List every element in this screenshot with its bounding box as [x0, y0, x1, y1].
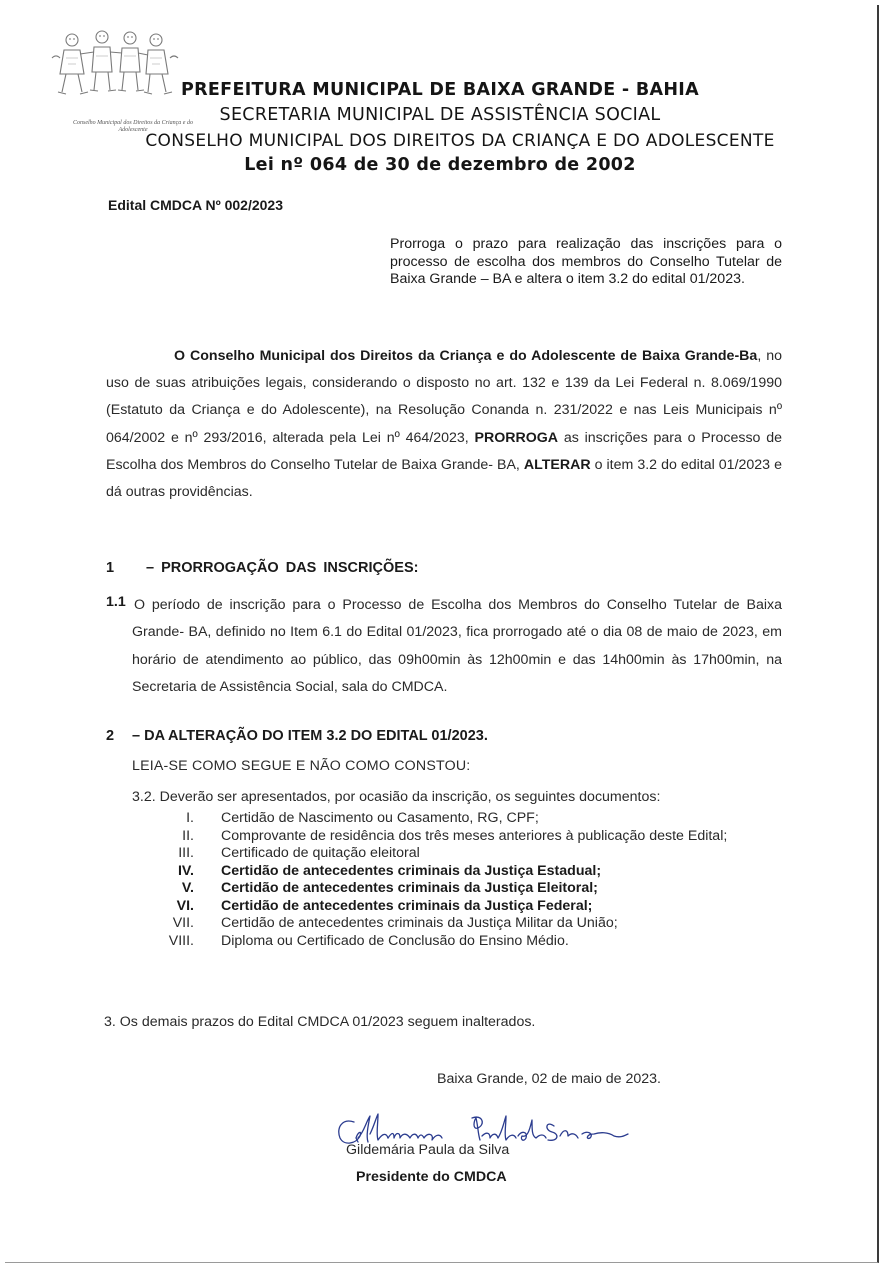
roman-numeral: III. — [178, 845, 194, 861]
edital-number: Edital CMDCA Nº 002/2023 — [108, 197, 283, 213]
logo-caption: Conselho Municipal dos Direitos da Criança e do Adolescente — [73, 120, 193, 133]
roman-numeral: VI. — [176, 897, 194, 914]
required-documents-list — [150, 810, 790, 950]
header-line-secretaria: SECRETARIA MUNICIPAL DE ASSISTÊNCIA SOCIAL — [219, 105, 661, 125]
roman-numeral: II. — [182, 827, 194, 844]
section-2-heading — [106, 728, 488, 744]
preamble-paragraph — [106, 343, 782, 506]
document-text: Certificado de quitação eleitoral — [221, 845, 420, 861]
preamble-bold-prorroga: PRORROGA — [474, 429, 559, 446]
section-1-title: – PRORROGAÇÃO DAS INSCRIÇÕES: — [146, 560, 419, 576]
item-3-2-intro: 3.2. Deverão ser apresentados, por ocasião da inscrição, os seguintes documentos: — [132, 789, 661, 805]
list-item — [150, 845, 790, 863]
list-item — [150, 863, 790, 881]
list-item — [150, 933, 790, 951]
ementa: Prorroga o prazo para realização das inscrições para o processo de escolha dos membros do Conselho Tutelar de Baixa Grande – BA e altera o item 3.2 do edital 01/2023. — [390, 236, 782, 287]
signatory-role: Presidente do CMDCA — [356, 1169, 507, 1185]
list-item — [150, 915, 790, 933]
section-1-heading — [106, 560, 418, 576]
header-line-lei: Lei nº 064 de 30 de dezembro de 2002 — [244, 155, 636, 175]
header-line-prefeitura: PREFEITURA MUNICIPAL DE BAIXA GRANDE - BAHIA — [181, 80, 699, 100]
list-item — [150, 898, 790, 916]
document-text: Certidão de antecedentes criminais da Justiça Eleitoral; — [221, 880, 598, 896]
item-1-1-number: 1.1 — [106, 594, 126, 610]
roman-numeral: VII. — [172, 915, 194, 931]
list-item — [150, 810, 790, 828]
list-item — [150, 880, 790, 898]
document-text: Comprovante de residência dos três meses anteriores à publicação deste Edital; — [221, 827, 728, 844]
list-item — [150, 828, 790, 846]
roman-numeral: VIII. — [168, 932, 194, 949]
item-1-1-text: O período de inscrição para o Processo de Escolha dos Membros do Conselho Tutelar de Baixa Grande- BA, definido no Item 6.1 do Edital 01/2023, fica prorrogado até o dia 08 de maio de 2023, em horário de atendimento ao público, das 09h00min às 12h00min e das 14h00min às 17h00min, na Secretaria de Assistência Social, sala do CMDCA. — [132, 597, 782, 695]
roman-numeral: V. — [181, 880, 194, 896]
roman-numeral: I. — [186, 810, 194, 826]
preamble-text-2: as inscrições para o Processo de Escolha dos Membros do Conselho Tutelar de Baixa Grande- BA, — [106, 429, 782, 473]
signatory-name: Gildemária Paula da Silva — [346, 1142, 510, 1158]
document-text: Certidão de antecedentes criminais da Justiça Estadual; — [221, 862, 602, 879]
document-text: Diploma ou Certificado de Conclusão do Ensino Médio. — [221, 932, 569, 949]
leia-se-line: LEIA-SE COMO SEGUE E NÃO COMO CONSTOU: — [132, 758, 471, 774]
section-2-number: 2 — [106, 728, 115, 744]
section-3-text: 3. Os demais prazos do Edital CMDCA 01/2023 seguem inalterados. — [104, 1014, 536, 1030]
roman-numeral: IV. — [177, 862, 194, 879]
preamble-bold-alterar: ALTERAR — [523, 456, 591, 473]
header-line-conselho: CONSELHO MUNICIPAL DOS DIREITOS DA CRIANÇA E DO ADOLESCENTE — [145, 131, 775, 151]
document-text: Certidão de Nascimento ou Casamento, RG, CPF; — [221, 810, 539, 826]
preamble-text-3: o item 3.2 do edital 01/2023 e dá outras providências. — [106, 456, 782, 501]
document-text: Certidão de antecedentes criminais da Justiça Militar da União; — [221, 915, 618, 931]
place-and-date: Baixa Grande, 02 de maio de 2023. — [437, 1071, 662, 1087]
section-2-title: – DA ALTERAÇÃO DO ITEM 3.2 DO EDITAL 01/2023. — [132, 728, 488, 744]
preamble-bold-council: O Conselho Municipal dos Direitos da Criança e do Adolescente de Baixa Grande-Ba — [174, 348, 758, 364]
preamble-text-1: , no uso de suas atribuições legais, considerando o disposto no art. 132 e 139 da Lei Federal n. 8.069/1990 (Estatuto da Criança e do Adolescente), na Resolução Conanda n. 231/2022 e nas Leis Municipais nº 064/2002 e nº 293/2016, alterada pela Lei nº 464/2023, — [106, 348, 782, 446]
document-text: Certidão de antecedentes criminais da Justiça Federal; — [221, 897, 593, 914]
section-1-number: 1 — [106, 560, 115, 576]
